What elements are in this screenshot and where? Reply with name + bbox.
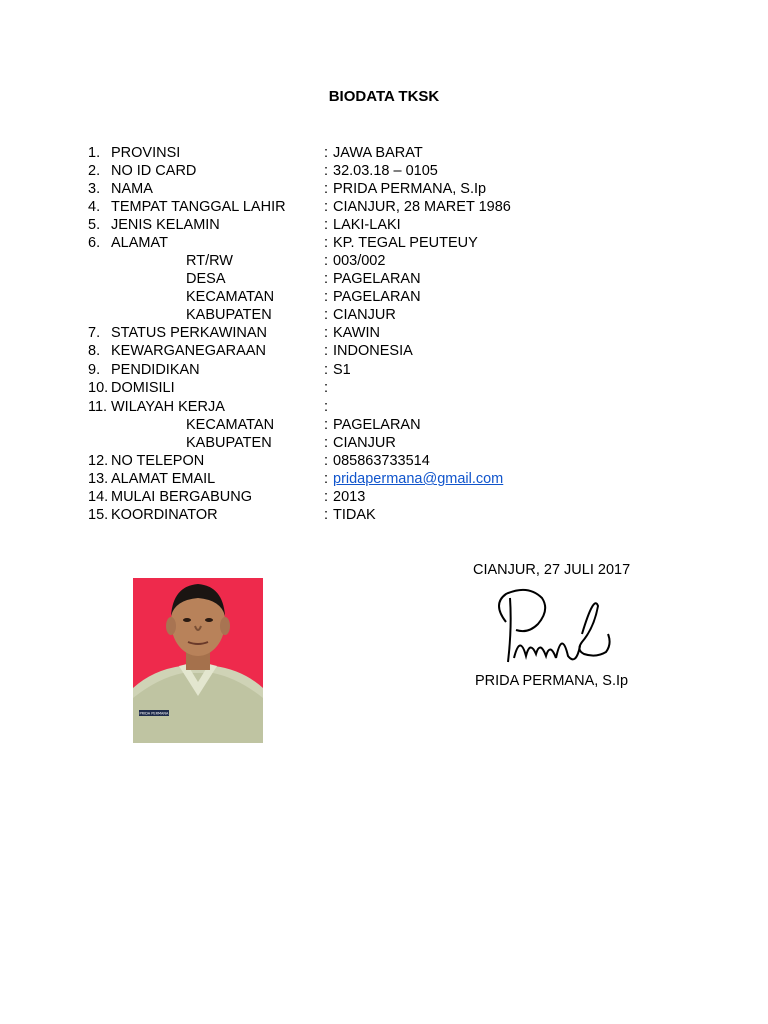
field-number: 7. bbox=[88, 325, 101, 341]
field-label: ALAMAT EMAIL bbox=[111, 471, 216, 487]
field-label: KOORDINATOR bbox=[111, 507, 218, 523]
field-label: NAMA bbox=[111, 181, 153, 197]
field-number: 1. bbox=[88, 145, 101, 161]
field-colon: : bbox=[324, 325, 329, 341]
field-number: 3. bbox=[88, 181, 101, 197]
field-value: 2013 bbox=[333, 489, 366, 505]
field-value: PAGELARAN bbox=[333, 289, 421, 305]
field-label: RT/RW bbox=[186, 253, 233, 269]
field-value: PRIDA PERMANA, S.Ip bbox=[333, 181, 487, 197]
email-link[interactable]: pridapermana@gmail.com bbox=[333, 471, 504, 487]
field-row-domisili bbox=[0, 379, 768, 397]
field-row-provinsi bbox=[0, 144, 768, 162]
field-number: 12. bbox=[88, 453, 109, 469]
field-row-mulai-bergabung bbox=[0, 488, 768, 506]
field-colon: : bbox=[324, 471, 329, 487]
field-number: 13. bbox=[88, 471, 109, 487]
page-title: BIODATA TKSK bbox=[328, 88, 440, 105]
field-colon: : bbox=[324, 289, 329, 305]
signature-date: CIANJUR, 27 JULI 2017 bbox=[473, 562, 631, 578]
field-value: 003/002 bbox=[333, 253, 386, 269]
field-label: PENDIDIKAN bbox=[111, 362, 200, 378]
field-value: KAWIN bbox=[333, 325, 380, 341]
field-colon: : bbox=[324, 380, 329, 396]
field-value: TIDAK bbox=[333, 507, 376, 523]
field-number: 10. bbox=[88, 380, 109, 396]
field-value: PAGELARAN bbox=[333, 271, 421, 287]
field-row-koordinator bbox=[0, 506, 768, 524]
field-row-wilayah-kerja bbox=[0, 398, 768, 416]
field-label: KEWARGANEGARAAN bbox=[111, 343, 266, 359]
field-row-jenis-kelamin bbox=[0, 216, 768, 234]
field-row-no-id-card bbox=[0, 162, 768, 180]
field-label: MULAI BERGABUNG bbox=[111, 489, 252, 505]
field-row-no-telepon bbox=[0, 452, 768, 470]
field-value: CIANJUR bbox=[333, 435, 396, 451]
field-label: DOMISILI bbox=[111, 380, 175, 396]
field-label: KECAMATAN bbox=[186, 417, 275, 433]
field-number: 8. bbox=[88, 343, 101, 359]
field-colon: : bbox=[324, 507, 329, 523]
field-colon: : bbox=[324, 181, 329, 197]
field-row-status-perkawinan bbox=[0, 324, 768, 342]
field-colon: : bbox=[324, 362, 329, 378]
field-colon: : bbox=[324, 145, 329, 161]
field-label: PROVINSI bbox=[111, 145, 181, 161]
field-row-kecamatan bbox=[0, 288, 768, 306]
field-number: 5. bbox=[88, 217, 101, 233]
field-number: 14. bbox=[88, 489, 109, 505]
field-number: 2. bbox=[88, 163, 101, 179]
field-number: 11. bbox=[88, 399, 108, 415]
field-row-alamat bbox=[0, 234, 768, 252]
field-colon: : bbox=[324, 271, 329, 287]
field-colon: : bbox=[324, 235, 329, 251]
field-value: KP. TEGAL PEUTEUY bbox=[333, 235, 478, 251]
profile-photo bbox=[133, 578, 263, 748]
field-number: 9. bbox=[88, 362, 101, 378]
field-value: INDONESIA bbox=[333, 343, 413, 359]
field-colon: : bbox=[324, 307, 329, 323]
field-row-rt-rw bbox=[0, 252, 768, 270]
field-label: NO ID CARD bbox=[111, 163, 197, 179]
field-label: WILAYAH KERJA bbox=[111, 399, 225, 415]
field-colon: : bbox=[324, 343, 329, 359]
field-colon: : bbox=[324, 199, 329, 215]
field-row-nama bbox=[0, 180, 768, 198]
field-row-kewarganegaraan bbox=[0, 342, 768, 360]
field-label: KABUPATEN bbox=[186, 435, 272, 451]
field-row-pendidikan bbox=[0, 361, 768, 379]
field-label: STATUS PERKAWINAN bbox=[111, 325, 268, 341]
field-row-wilayah-kecamatan bbox=[0, 416, 768, 434]
field-label: ALAMAT bbox=[111, 235, 168, 251]
handwritten-signature bbox=[484, 584, 614, 673]
field-label: DESA bbox=[186, 271, 226, 287]
field-colon: : bbox=[324, 453, 329, 469]
field-value: 085863733514 bbox=[333, 453, 430, 469]
field-value: PAGELARAN bbox=[333, 417, 421, 433]
field-label: KECAMATAN bbox=[186, 289, 275, 305]
field-number: 4. bbox=[88, 199, 101, 215]
field-value: 32.03.18 – 0105 bbox=[333, 163, 438, 179]
field-row-wilayah-kabupaten bbox=[0, 434, 768, 452]
field-label: KABUPATEN bbox=[186, 307, 272, 323]
field-row-alamat-email bbox=[0, 470, 768, 488]
field-value: LAKI-LAKI bbox=[333, 217, 401, 233]
field-label: TEMPAT TANGGAL LAHIR bbox=[111, 199, 286, 215]
signer-name: PRIDA PERMANA, S.Ip bbox=[475, 673, 629, 689]
field-row-tempat-tanggal-lahir bbox=[0, 198, 768, 216]
field-colon: : bbox=[324, 163, 329, 179]
field-value: CIANJUR bbox=[333, 307, 396, 323]
field-colon: : bbox=[324, 253, 329, 269]
field-colon: : bbox=[324, 435, 329, 451]
field-colon: : bbox=[324, 417, 329, 433]
field-value: S1 bbox=[333, 362, 351, 378]
field-row-desa bbox=[0, 270, 768, 288]
field-label: JENIS KELAMIN bbox=[111, 217, 220, 233]
field-label: NO TELEPON bbox=[111, 453, 205, 469]
field-value: CIANJUR, 28 MARET 1986 bbox=[333, 199, 511, 215]
svg-text:PRIDA PERMANA: PRIDA PERMANA bbox=[139, 711, 169, 716]
field-number: 6. bbox=[88, 235, 101, 251]
field-colon: : bbox=[324, 489, 329, 505]
field-row-kabupaten bbox=[0, 306, 768, 324]
field-colon: : bbox=[324, 217, 329, 233]
field-number: 15. bbox=[88, 507, 109, 523]
field-value: JAWA BARAT bbox=[333, 145, 423, 161]
field-colon: : bbox=[324, 399, 329, 415]
